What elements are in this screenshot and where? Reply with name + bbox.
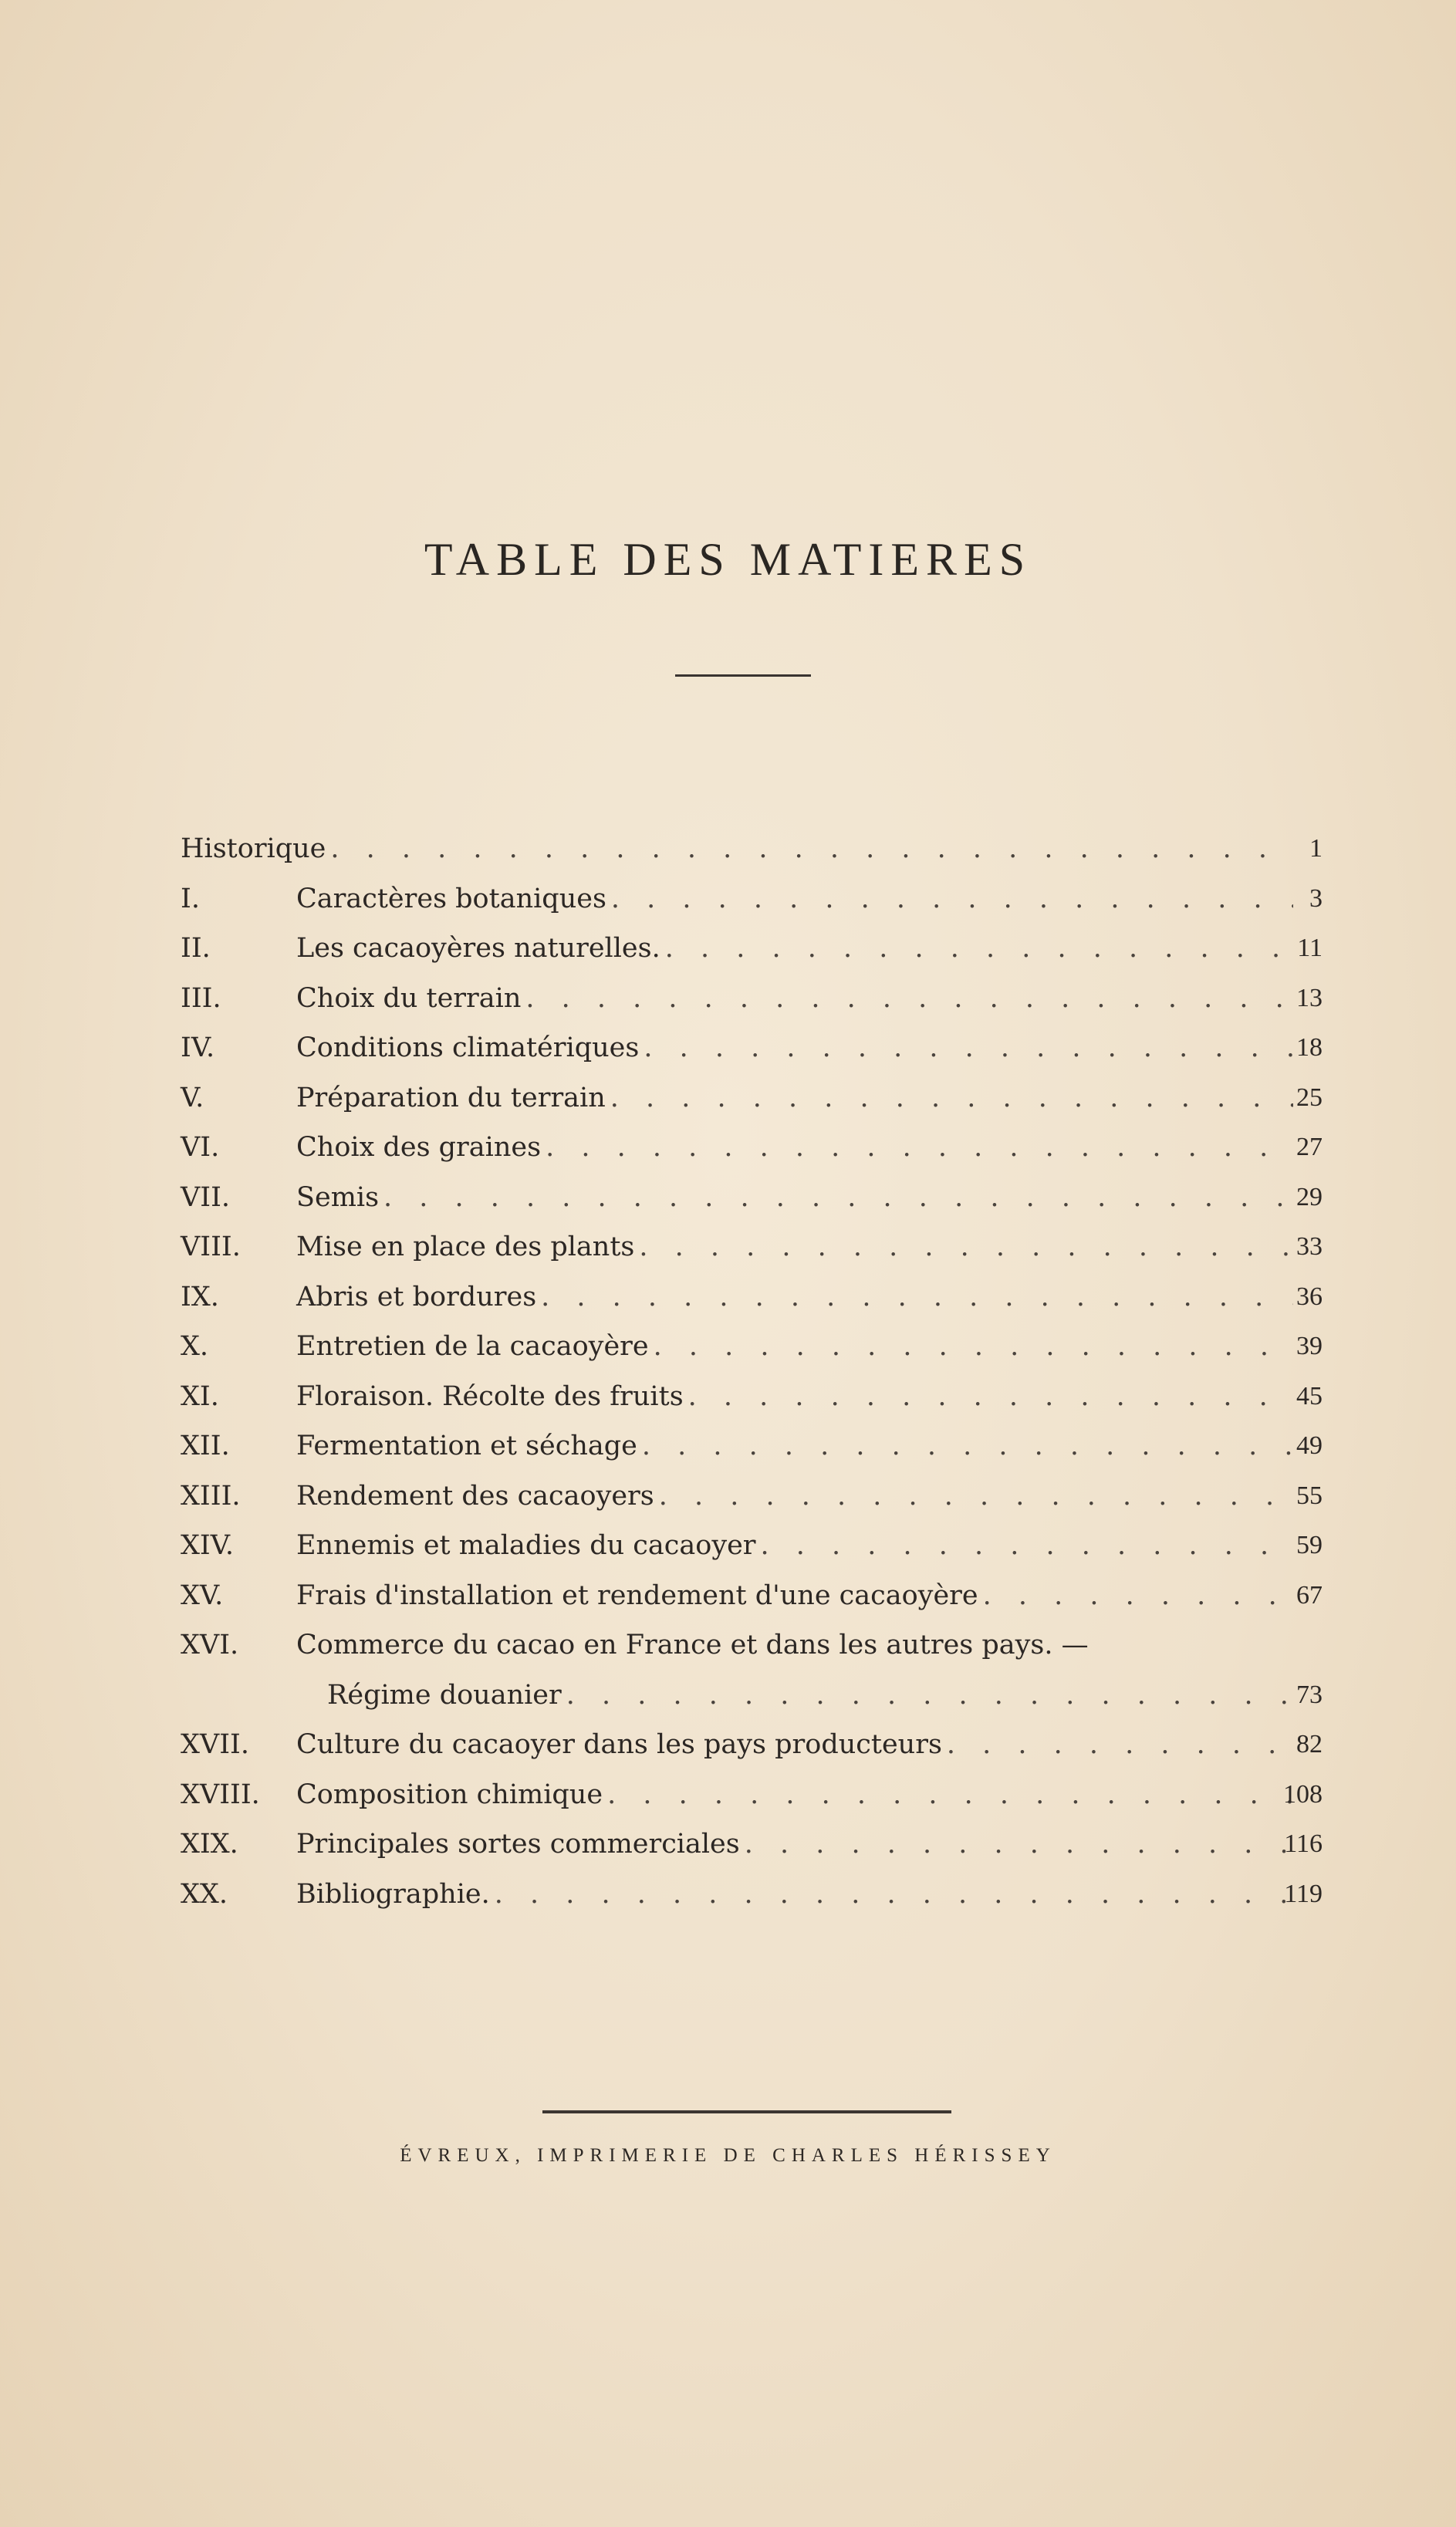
toc-page-number: 13 — [1296, 983, 1323, 1012]
toc-leader-dots — [637, 1421, 1293, 1471]
toc-entry-title: Rendement des cacaoyers — [296, 1480, 654, 1512]
toc-page-number: 36 — [1296, 1282, 1323, 1311]
toc-entry-title: Floraison. Récolte des fruits — [296, 1380, 684, 1412]
toc-leader-dots — [639, 1023, 1293, 1073]
toc-entry-title: Choix des graines — [296, 1132, 542, 1163]
toc-leader-dots — [536, 1272, 1293, 1323]
toc-leader-dots — [654, 1471, 1293, 1522]
toc-entry-title: Mise en place des plants — [296, 1231, 635, 1262]
toc-page-number: 55 — [1296, 1481, 1323, 1510]
toc-leader-dots — [942, 1720, 1293, 1770]
toc-entry-1 — [181, 874, 1323, 924]
toc-leader-dots — [606, 1073, 1293, 1123]
toc-entry-title: Abris et bordures — [296, 1281, 537, 1312]
toc-leader-dots — [756, 1521, 1293, 1571]
toc-chapter-number: XVII. — [181, 1729, 249, 1760]
toc-leader-dots — [379, 1173, 1293, 1223]
toc-chapter-number: V. — [181, 1082, 204, 1113]
toc-entry-17 — [181, 1720, 1323, 1770]
toc-leader-dots — [740, 1819, 1293, 1870]
toc-entry-title: Les cacaoyères naturelles. — [296, 933, 660, 964]
toc-page-number: 49 — [1296, 1431, 1323, 1460]
toc-entry-6 — [181, 1123, 1323, 1173]
toc-chapter-number: IV. — [181, 1032, 215, 1063]
toc-chapter-number: II. — [181, 933, 211, 964]
toc-entry-3 — [181, 974, 1323, 1024]
toc-chapter-number: X. — [181, 1331, 209, 1362]
toc-page-number: 45 — [1296, 1381, 1323, 1410]
toc-leader-dots — [634, 1222, 1293, 1272]
toc-page-number: 82 — [1296, 1730, 1323, 1758]
toc-entry-title: Fermentation et séchage — [296, 1431, 637, 1461]
toc-entry-16 — [181, 1620, 1323, 1720]
toc-leader-dots — [521, 974, 1293, 1024]
toc-page-number: 108 — [1283, 1779, 1323, 1809]
toc-chapter-number: VII. — [181, 1181, 231, 1213]
toc-page-number: 73 — [1296, 1680, 1323, 1709]
toc-page-number: 116 — [1284, 1829, 1323, 1858]
toc-chapter-number: VI. — [181, 1132, 220, 1163]
toc-page-number: 119 — [1284, 1879, 1323, 1908]
toc-page-number: 39 — [1296, 1332, 1323, 1360]
toc-page-number: 67 — [1296, 1580, 1323, 1610]
toc-entry-10 — [181, 1322, 1323, 1372]
toc-leader-dots — [490, 1870, 1293, 1920]
toc-entry-5 — [181, 1073, 1323, 1123]
toc-entry-title: Entretien de la cacaoyère — [296, 1331, 649, 1362]
toc-page-number: 1 — [1309, 834, 1323, 863]
toc-chapter-number: XVIII. — [181, 1779, 260, 1810]
toc-entry-14 — [181, 1521, 1323, 1571]
toc-entry-title: Frais d'installation et rendement d'une cacaoyère — [296, 1579, 978, 1611]
toc-page-number: 11 — [1297, 934, 1323, 962]
toc-entry-18 — [181, 1770, 1323, 1820]
table-of-contents — [181, 824, 1323, 1919]
toc-entry-title: Préparation du terrain — [296, 1082, 606, 1113]
toc-page-number: 27 — [1296, 1133, 1323, 1161]
toc-chapter-number: XI. — [181, 1380, 219, 1412]
toc-page-number: 59 — [1296, 1531, 1323, 1559]
toc-chapter-number: I. — [181, 883, 200, 914]
toc-entry-title: Culture du cacaoyer dans les pays producteurs — [296, 1729, 942, 1760]
toc-chapter-number: XV. — [181, 1579, 224, 1611]
toc-chapter-number: XIV. — [181, 1530, 235, 1561]
toc-entry-13 — [181, 1471, 1323, 1522]
toc-entry-historique — [181, 824, 1323, 874]
toc-leader-dots — [603, 1770, 1293, 1820]
toc-leader-dots — [606, 874, 1293, 924]
toc-entry-title: Commerce du cacao en France et dans les autres pays. — — [296, 1630, 1089, 1660]
toc-entry-19 — [181, 1819, 1323, 1870]
toc-entry-9 — [181, 1272, 1323, 1323]
toc-entry-4 — [181, 1023, 1323, 1073]
toc-chapter-number: VIII. — [181, 1231, 241, 1262]
toc-entry-title: Caractères botaniques — [296, 883, 606, 914]
toc-entry-title: Conditions climatériques — [296, 1032, 640, 1063]
toc-entry-11 — [181, 1372, 1323, 1422]
toc-chapter-number: III. — [181, 982, 221, 1014]
toc-leader-dots — [541, 1123, 1293, 1173]
toc-page-number: 3 — [1309, 883, 1323, 913]
toc-page-number: 29 — [1296, 1182, 1323, 1211]
toc-entry-title-continuation: Régime douanier — [327, 1679, 562, 1711]
printer-imprint: ÉVREUX, IMPRIMERIE DE CHARLES HÉRISSEY — [400, 2145, 1056, 2166]
toc-entry-20 — [181, 1870, 1323, 1920]
toc-leader-dots — [660, 924, 1293, 974]
page-title: TABLE DES MATIERES — [424, 534, 1032, 585]
toc-chapter-number: XVI. — [181, 1630, 239, 1660]
toc-entry-title: Composition chimique — [296, 1779, 603, 1810]
toc-chapter-number: IX. — [181, 1281, 219, 1312]
toc-entry-7 — [181, 1173, 1323, 1223]
toc-entry-title: Choix du terrain — [296, 982, 522, 1014]
toc-leader-dots — [978, 1571, 1293, 1621]
toc-entry-2 — [181, 924, 1323, 974]
footer-divider — [542, 2110, 951, 2113]
toc-leader-dots — [684, 1372, 1293, 1422]
toc-leader-dots — [649, 1322, 1293, 1372]
toc-chapter-number: XIX. — [181, 1829, 238, 1860]
toc-entry-title: Historique — [181, 833, 326, 864]
toc-entry-title: Principales sortes commerciales — [296, 1829, 740, 1860]
toc-entry-12 — [181, 1421, 1323, 1471]
title-divider — [675, 674, 811, 677]
toc-page-number: 18 — [1296, 1033, 1323, 1062]
toc-page-number: 25 — [1296, 1083, 1323, 1112]
toc-chapter-number: XX. — [181, 1878, 228, 1910]
toc-entry-title: Bibliographie. — [296, 1878, 490, 1910]
toc-leader-dots — [326, 824, 1293, 874]
toc-page-number: 33 — [1296, 1232, 1323, 1261]
toc-entry-8 — [181, 1222, 1323, 1272]
toc-entry-15 — [181, 1571, 1323, 1621]
toc-entry-title: Ennemis et maladies du cacaoyer — [296, 1530, 756, 1561]
toc-entry-title: Semis — [296, 1181, 380, 1213]
toc-chapter-number: XII. — [181, 1431, 230, 1461]
toc-chapter-number: XIII. — [181, 1480, 241, 1512]
toc-leader-dots — [562, 1671, 1293, 1721]
